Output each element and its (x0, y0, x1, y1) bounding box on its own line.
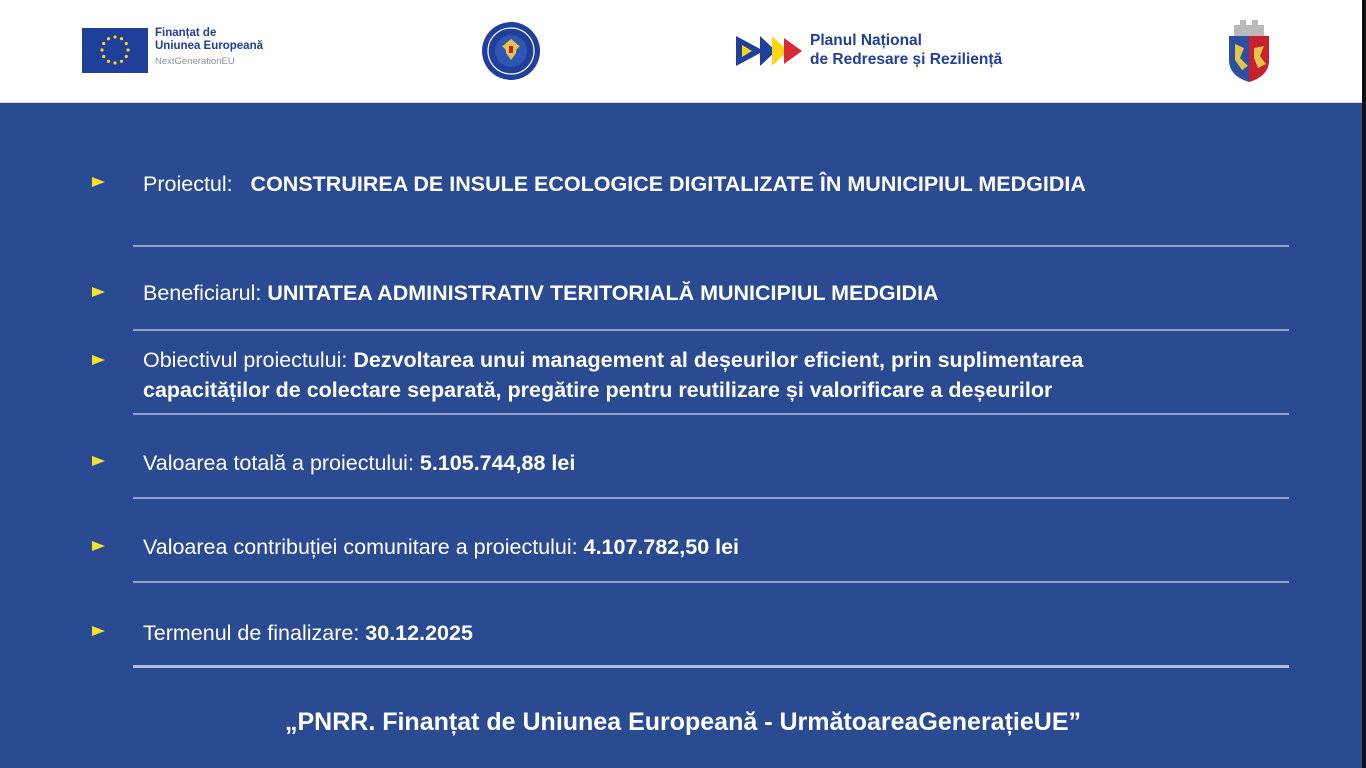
triangle-bullet-icon (92, 355, 105, 365)
row-total-value-value: 5.105.744,88 lei (419, 451, 576, 475)
row-eu-contribution-text (143, 532, 739, 562)
separator (133, 413, 1289, 415)
row-eu-contribution-value: 4.107.782,50 lei (583, 535, 740, 559)
triangle-bullet-icon (92, 177, 105, 187)
row-objective-line2 (143, 375, 1052, 405)
medgidia-crest-icon (1226, 18, 1272, 84)
eu-text-line2: Uniunea Europeană (155, 40, 263, 52)
right-edge-strip (1362, 0, 1366, 768)
logo-header (0, 0, 1362, 103)
row-project-text (143, 169, 1086, 199)
separator (133, 329, 1289, 331)
triangle-bullet-icon (92, 541, 105, 551)
eu-text-line1: Finanțat de (155, 27, 217, 39)
triangle-bullet-icon (92, 287, 105, 297)
row-objective-line1 (143, 345, 1083, 375)
row-beneficiary-text (143, 278, 939, 308)
row-project-label: Proiectul: (143, 172, 233, 196)
row-deadline-value: 30.12.2025 (365, 621, 473, 645)
row-eu-contribution-label: Valoarea contribuției comunitare a proiectului: (143, 535, 578, 559)
eu-flag-icon (82, 28, 148, 73)
pnrr-text (810, 31, 1070, 69)
pnrr-text-line1: Planul Național (810, 32, 922, 49)
row-objective-value-line1: Dezvoltarea unui management al deșeurilor eficient, prin suplimentarea (353, 348, 1084, 372)
row-deadline-label: Termenul de finalizare: (143, 621, 360, 645)
separator (133, 497, 1289, 499)
romanian-government-logo-icon (480, 20, 542, 82)
row-deadline-text (143, 618, 473, 648)
row-beneficiary-value: UNITATEA ADMINISTRATIV TERITORIALĂ MUNICIPIUL MEDGIDIA (267, 281, 939, 305)
row-total-value-text (143, 448, 575, 478)
separator (133, 581, 1289, 583)
row-beneficiary-label: Beneficiarul: (143, 281, 262, 305)
eu-text-line3: NextGenerationEU (155, 56, 235, 67)
row-project-value: CONSTRUIREA DE INSULE ECOLOGICE DIGITALIZATE ÎN MUNICIPIUL MEDGIDIA (250, 172, 1086, 196)
triangle-bullet-icon (92, 456, 105, 466)
footer-slogan: „PNRR. Finanțat de Uniunea Europeană - UrmătoareaGenerațieUE” (284, 708, 1081, 736)
eu-text (155, 27, 305, 68)
separator (133, 665, 1289, 668)
triangle-bullet-icon (92, 626, 105, 636)
pnrr-logo-icon (736, 34, 804, 68)
separator (133, 245, 1289, 247)
row-objective-value-line2: capacităților de colectare separată, pregătire pentru reutilizare și valorificare a deșeurilor (143, 378, 1053, 402)
row-total-value-label: Valoarea totală a proiectului: (143, 451, 414, 475)
pnrr-text-line2: de Redresare și Reziliență (810, 51, 1003, 68)
row-objective-label: Obiectivul proiectului: (143, 348, 348, 372)
